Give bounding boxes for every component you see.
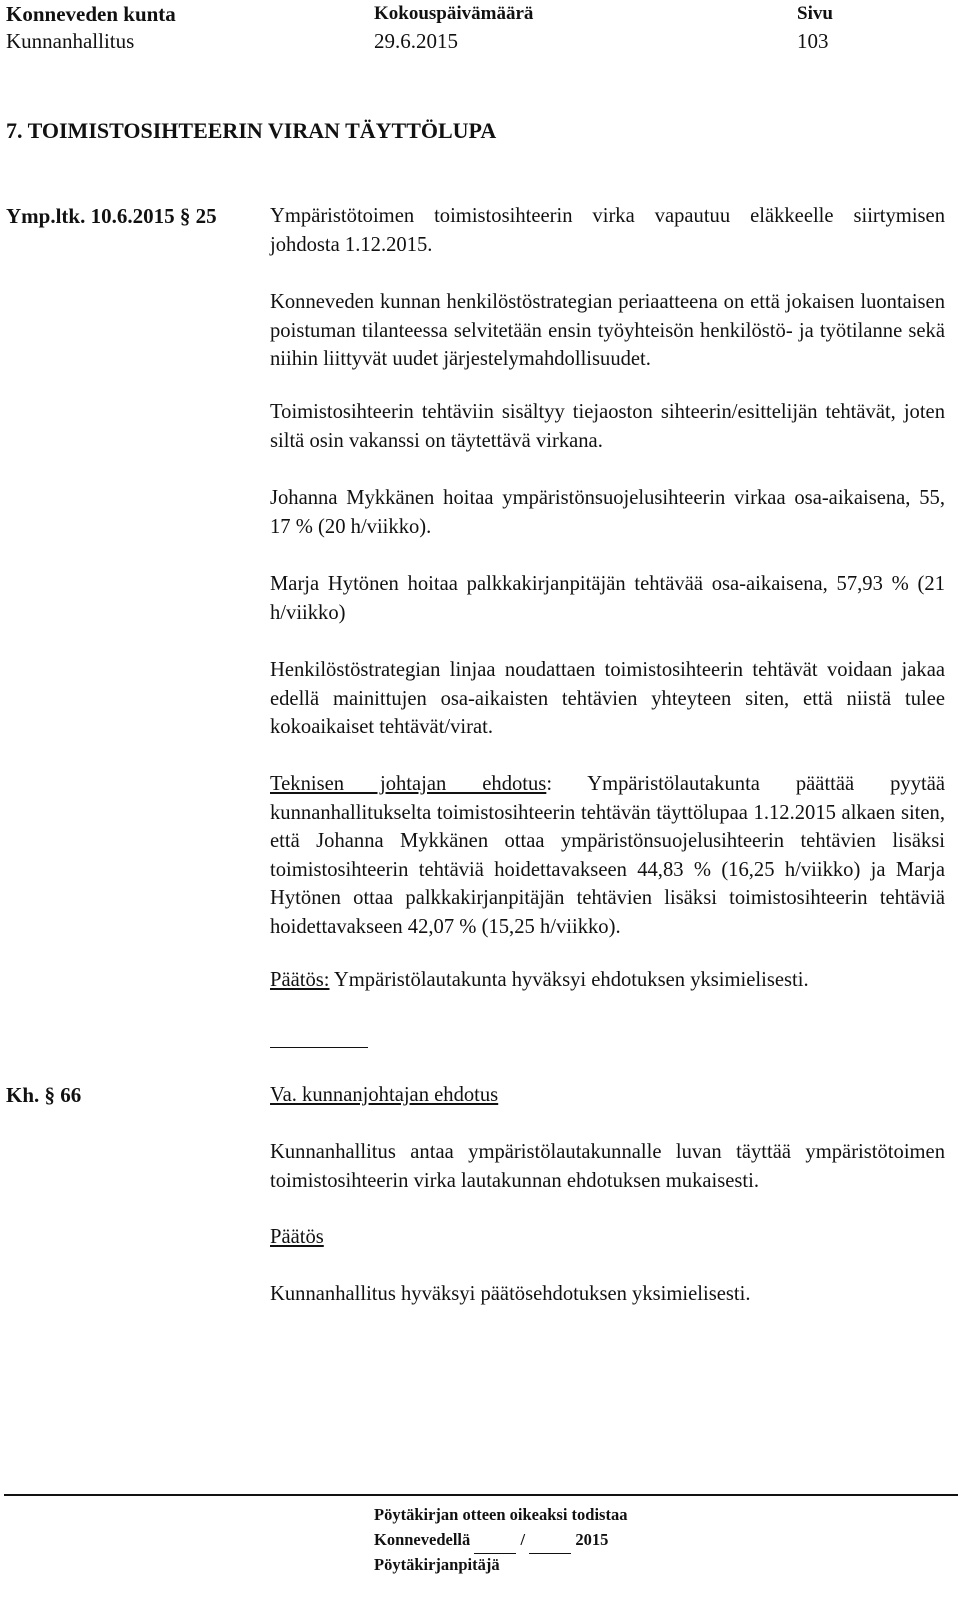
ympltk-reference: Ymp.ltk. 10.6.2015 § 25 bbox=[6, 204, 217, 228]
section-title: 7. TOIMISTOSIHTEERIN VIRAN TÄYTTÖLUPA bbox=[6, 118, 497, 143]
arrangement-paragraph: Henkilöstöstrategian linjaa noudattaen toimistosihteerin tehtävät voidaan jakaa edellä mainittujen osa-aikaisten tehtävien yhteyteen siten, että niistä tulee kokoaikaiset tehtävät/virat. bbox=[270, 659, 945, 738]
page-number: 103 bbox=[797, 29, 829, 53]
org-name: Konneveden kunta bbox=[6, 2, 176, 26]
intro-paragraph: Ympäristötoimen toimistosihteerin virka vapautuu eläkkeelle siirtymisen johdosta 1.12.2015. bbox=[270, 205, 945, 256]
page-label: Sivu bbox=[797, 3, 833, 24]
meeting-date: 29.6.2015 bbox=[374, 29, 458, 53]
kh-reference: Kh. § 66 bbox=[6, 1083, 82, 1107]
kh-decision-label: Päätös bbox=[270, 1226, 324, 1248]
kh-decision-text: Kunnanhallitus hyväksyi päätösehdotuksen yksimielisesti. bbox=[270, 1283, 751, 1305]
separator-line bbox=[270, 1047, 368, 1048]
ympltk-decision bbox=[270, 966, 945, 995]
duties-paragraph: Toimistosihteerin tehtäviin sisältyy tiejaoston sihteerin/esittelijän tehtävät, joten siltä osin vakanssi on täytettävä virkana. bbox=[270, 401, 945, 452]
certification-place-date: Konnevedellä / 2015 bbox=[374, 1528, 608, 1554]
hytonen-paragraph: Marja Hytönen hoitaa palkkakirjanpitäjän tehtävää osa-aikaisena, 57,93 % (21 h/viikko) bbox=[270, 573, 945, 624]
day-blank bbox=[474, 1528, 516, 1554]
kh-proposal-text: Kunnanhallitus antaa ympäristölautakunnalle luvan täyttää ympäristötoimen toimistosihteerin virka lautakunnan ehdotuksen mukaisesti. bbox=[270, 1141, 945, 1192]
body-name: Kunnanhallitus bbox=[6, 29, 135, 53]
proposal-text: : Ympäristölautakunta päättää pyytää kunnanhallitukselta toimistosihteerin tehtävän täyttölupaa 1.12.2015 alkaen siten, että Johanna Mykkänen ottaa ympäristönsuojelusihteerin tehtävien lisäksi toimistosihteerin tehtäviä hoidettavakseen 44,83 % (16,25 h/viikko) ja Marja Hytönen ottaa palkkakirjanpitäjän tehtävien lisäksi toimistosihteerin tehtäviä hoidettavakseen 42,07 % (15,25 h/viikko). bbox=[270, 773, 946, 938]
date-label: Kokouspäivämäärä bbox=[374, 3, 534, 24]
certification-line: Pöytäkirjan otteen oikeaksi todistaa bbox=[374, 1505, 628, 1524]
decision-label: Päätös: bbox=[270, 969, 330, 991]
month-blank bbox=[529, 1528, 571, 1554]
decision-text: Ympäristölautakunta hyväksyi ehdotuksen yksimielisesti. bbox=[329, 969, 809, 991]
minutes-keeper: Pöytäkirjanpitäjä bbox=[374, 1555, 500, 1574]
mykkanen-paragraph: Johanna Mykkänen hoitaa ympäristönsuojelusihteerin virkaa osa-aikaisena, 55, 17 % (20 h/viikko). bbox=[270, 487, 945, 538]
footer-rule bbox=[4, 1494, 958, 1496]
strategy-paragraph: Konneveden kunnan henkilöstöstrategian periaatteena on että jokaisen luontaisen poistuman tilanteessa selvitetään ensin työyhteisön henkilöstö- ja työtilanne sekä niihin liittyvät uudet järjestelymahdollisuudet. bbox=[270, 291, 945, 370]
technical-director-proposal bbox=[270, 770, 945, 941]
kh-proposal-label: Va. kunnanjohtajan ehdotus bbox=[270, 1084, 499, 1106]
proposal-label: Teknisen johtajan ehdotus bbox=[270, 773, 547, 795]
